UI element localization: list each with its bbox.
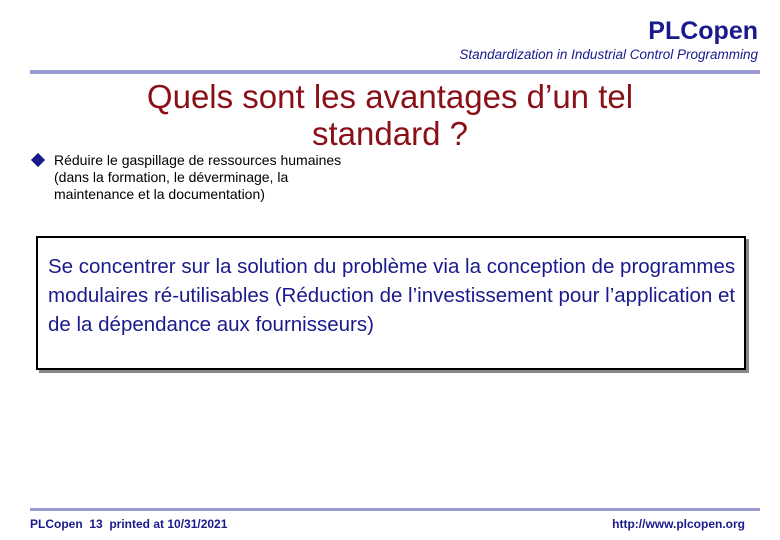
footer-url-link[interactable]: http://www.plcopen.org <box>612 517 745 531</box>
header-divider <box>30 70 760 74</box>
brand-logo-text: PLCopen <box>648 17 758 45</box>
footer-divider <box>30 508 760 511</box>
callout-box <box>36 236 746 370</box>
brand-tagline: Standardization in Industrial Control Programming <box>459 47 758 62</box>
footer-print-info: PLCopen 13 printed at 10/31/2021 <box>30 517 228 531</box>
slide-title: Quels sont les avantages d’un tel standard ? <box>146 78 634 152</box>
callout-text: Se concentrer sur la solution du problème via la conception de programmes modulaires ré-utilisables (Réduction de l’investissement pour l’application et de la dépendance aux fournisseurs) <box>48 255 736 336</box>
bullet-text: Réduire le gaspillage de ressources humaines (dans la formation, le déverminage, la maintenance et la documentation) <box>54 152 342 202</box>
diamond-bullet-icon <box>31 153 45 167</box>
